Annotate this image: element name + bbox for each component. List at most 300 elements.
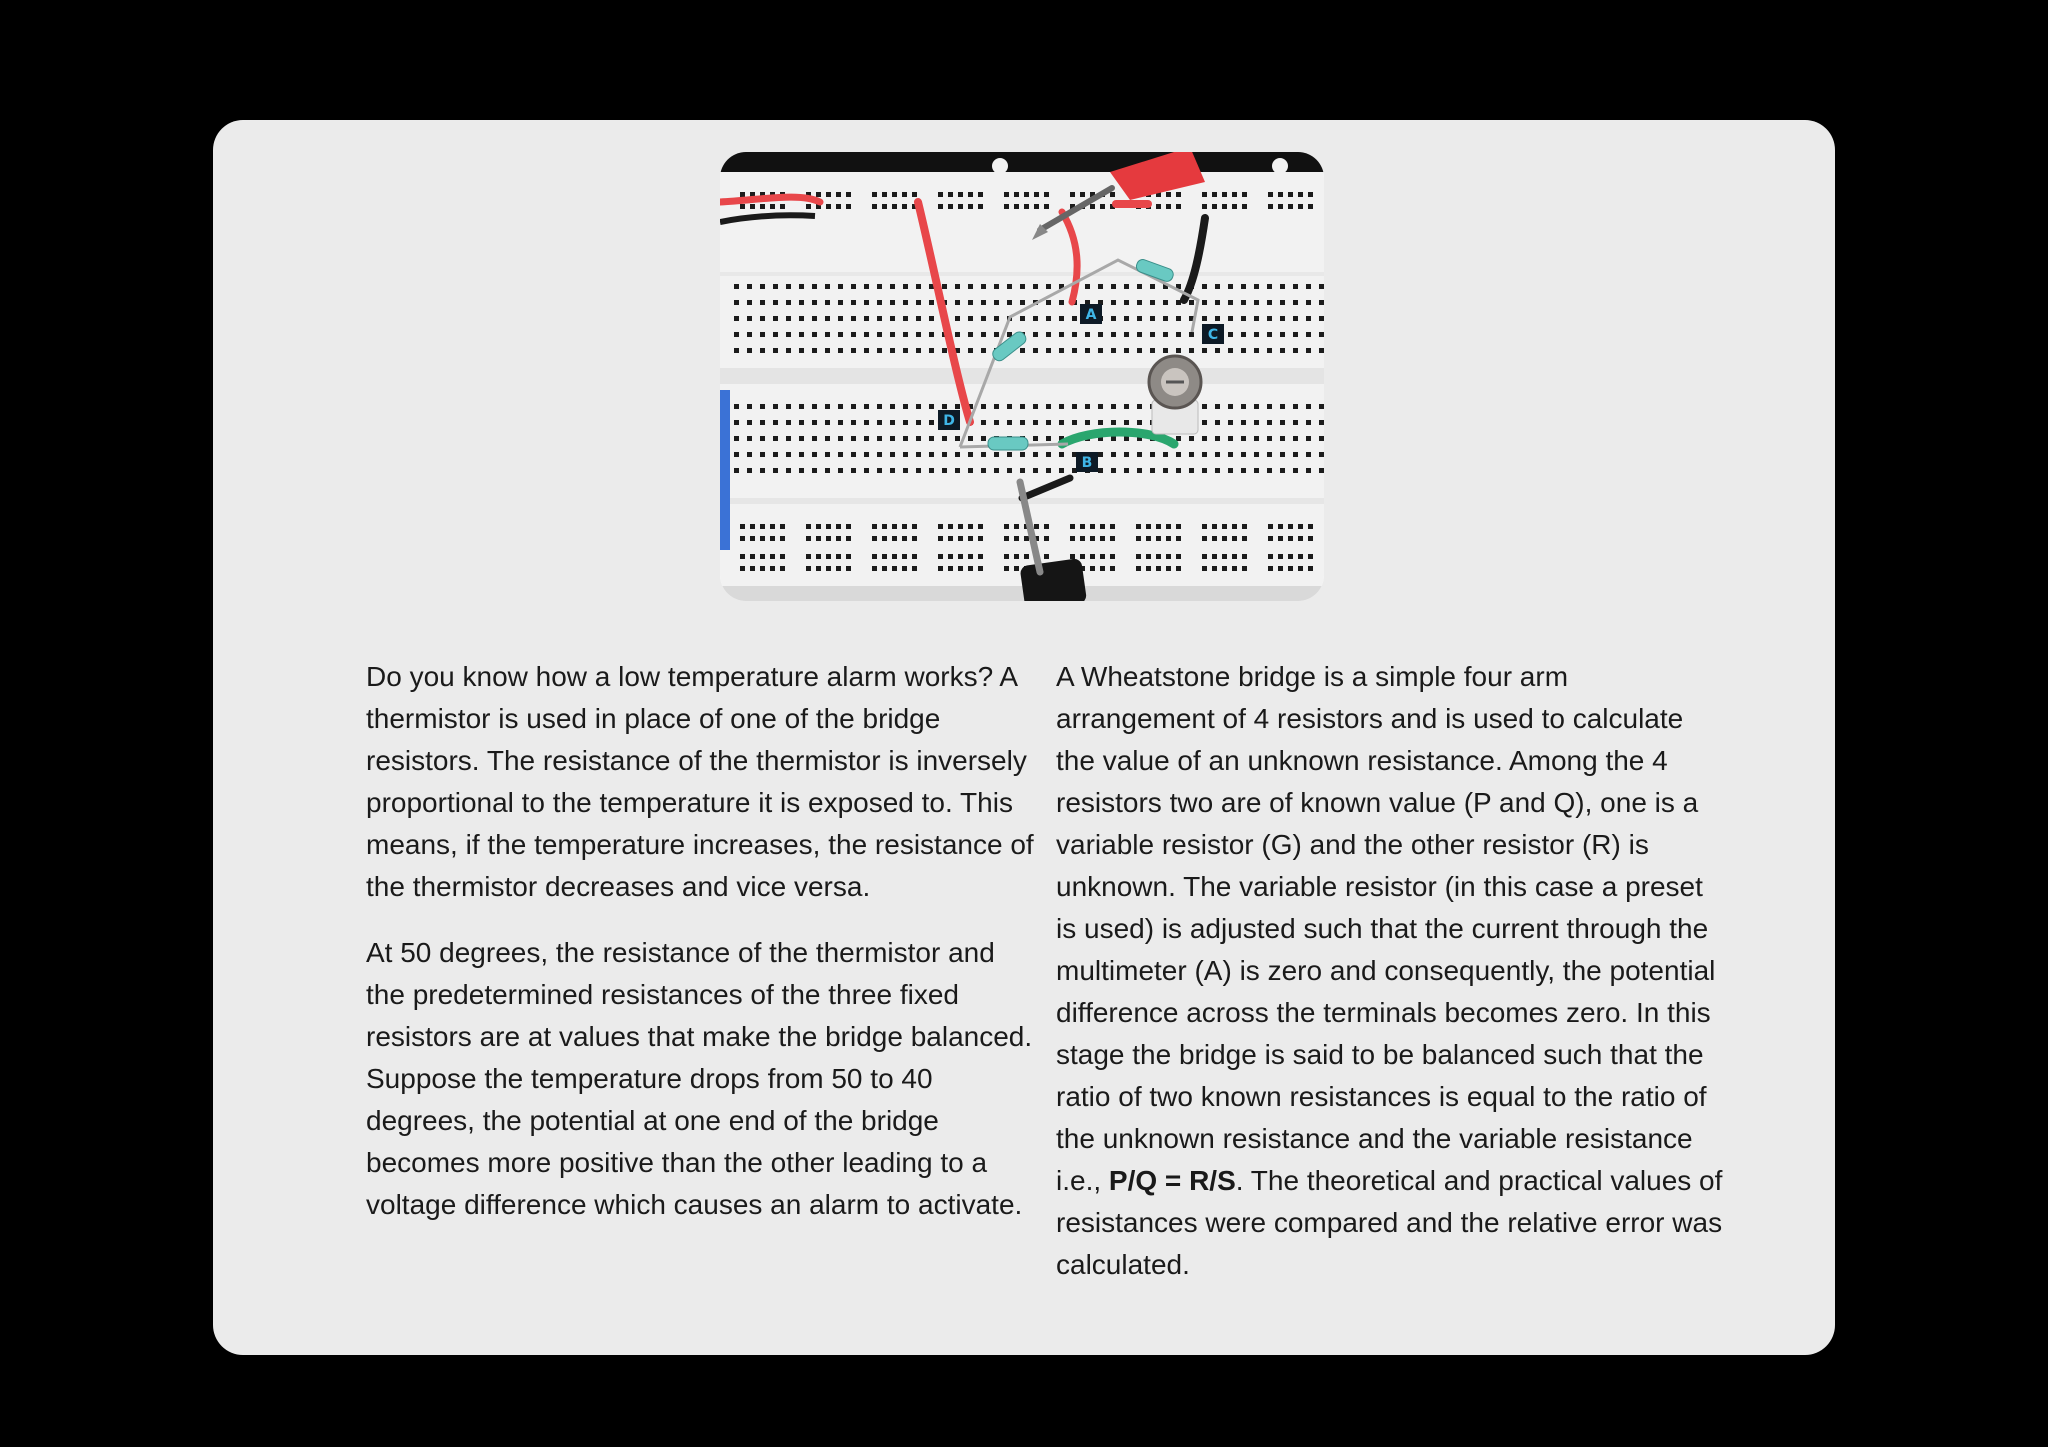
breadboard-hole bbox=[1176, 468, 1181, 473]
breadboard-hole bbox=[838, 316, 843, 321]
breadboard-hole bbox=[750, 204, 755, 209]
breadboard-hole bbox=[812, 404, 817, 409]
breadboard-hole bbox=[851, 332, 856, 337]
breadboard-hole bbox=[806, 524, 811, 529]
breadboard-hole bbox=[864, 348, 869, 353]
breadboard-hole bbox=[747, 420, 752, 425]
breadboard-hole bbox=[1280, 348, 1285, 353]
breadboard-hole bbox=[1254, 348, 1259, 353]
breadboard-hole bbox=[1293, 452, 1298, 457]
breadboard-hole bbox=[1228, 420, 1233, 425]
breadboard-hole bbox=[826, 524, 831, 529]
breadboard-hole bbox=[1268, 524, 1273, 529]
breadboard-hole bbox=[916, 452, 921, 457]
breadboard-hole bbox=[902, 566, 907, 571]
breadboard-hole bbox=[1072, 348, 1077, 353]
breadboard-hole bbox=[978, 204, 983, 209]
breadboard-hole bbox=[812, 468, 817, 473]
breadboard-hole bbox=[799, 332, 804, 337]
breadboard-hole bbox=[916, 404, 921, 409]
breadboard-hole bbox=[760, 284, 765, 289]
breadboard-hole bbox=[1124, 404, 1129, 409]
breadboard-hole bbox=[1136, 554, 1141, 559]
breadboard-hole bbox=[1111, 332, 1116, 337]
breadboard-hole bbox=[1046, 436, 1051, 441]
breadboard-hole bbox=[916, 284, 921, 289]
breadboard-hole bbox=[938, 536, 943, 541]
breadboard-hole bbox=[1080, 554, 1085, 559]
breadboard-hole bbox=[981, 348, 986, 353]
breadboard-hole bbox=[1100, 554, 1105, 559]
breadboard-hole bbox=[1202, 420, 1207, 425]
breadboard-hole bbox=[864, 284, 869, 289]
breadboard-hole bbox=[1267, 316, 1272, 321]
breadboard-hole bbox=[902, 554, 907, 559]
breadboard-hole bbox=[851, 468, 856, 473]
breadboard-hole bbox=[773, 348, 778, 353]
breadboard-hole bbox=[877, 420, 882, 425]
breadboard-hole bbox=[760, 332, 765, 337]
breadboard-hole bbox=[1232, 554, 1237, 559]
breadboard-hole bbox=[942, 436, 947, 441]
breadboard-hole bbox=[1046, 468, 1051, 473]
breadboard-hole bbox=[1267, 300, 1272, 305]
breadboard-hole bbox=[1319, 452, 1324, 457]
breadboard-hole bbox=[1156, 536, 1161, 541]
breadboard-hole bbox=[1046, 348, 1051, 353]
breadboard-hole bbox=[760, 204, 765, 209]
breadboard-hole bbox=[1098, 420, 1103, 425]
breadboard-hole bbox=[1124, 420, 1129, 425]
breadboard-hole bbox=[864, 316, 869, 321]
breadboard-hole bbox=[1228, 404, 1233, 409]
wheatstone-paragraph bbox=[1056, 656, 1726, 1286]
breadboard-hole bbox=[1150, 284, 1155, 289]
breadboard-hole bbox=[1085, 420, 1090, 425]
breadboard-hole bbox=[1033, 404, 1038, 409]
breadboard-hole bbox=[1212, 192, 1217, 197]
breadboard-hole bbox=[903, 284, 908, 289]
breadboard-hole bbox=[1241, 404, 1246, 409]
breadboard-hole bbox=[1004, 192, 1009, 197]
breadboard-hole bbox=[826, 204, 831, 209]
breadboard-hole bbox=[799, 452, 804, 457]
breadboard-hole bbox=[836, 536, 841, 541]
breadboard-hole bbox=[1007, 468, 1012, 473]
breadboard-hole bbox=[1267, 468, 1272, 473]
breadboard-hole bbox=[890, 404, 895, 409]
breadboard-hole bbox=[838, 348, 843, 353]
breadboard-hole bbox=[955, 452, 960, 457]
breadboard-hole bbox=[955, 468, 960, 473]
breadboard-hole bbox=[773, 436, 778, 441]
breadboard-hole bbox=[1202, 566, 1207, 571]
breadboard-hole bbox=[1150, 348, 1155, 353]
breadboard-hole bbox=[1278, 204, 1283, 209]
breadboard-hole bbox=[948, 566, 953, 571]
breadboard-hole bbox=[968, 452, 973, 457]
breadboard-hole bbox=[1189, 468, 1194, 473]
breadboard-hole bbox=[1176, 192, 1181, 197]
breadboard-hole bbox=[1110, 192, 1115, 197]
breadboard-hole bbox=[1176, 524, 1181, 529]
breadboard-hole bbox=[890, 468, 895, 473]
breadboard-hole bbox=[903, 468, 908, 473]
breadboard-hole bbox=[1059, 348, 1064, 353]
breadboard-hole bbox=[948, 524, 953, 529]
breadboard-hole bbox=[1215, 468, 1220, 473]
breadboard-hole bbox=[1020, 300, 1025, 305]
breadboard-hole bbox=[1241, 468, 1246, 473]
breadboard-hole bbox=[740, 536, 745, 541]
breadboard-hole bbox=[1150, 300, 1155, 305]
breadboard-hole bbox=[1163, 316, 1168, 321]
breadboard-hole bbox=[734, 300, 739, 305]
breadboard-hole bbox=[1100, 536, 1105, 541]
content-card bbox=[213, 120, 1835, 1355]
breadboard-hole bbox=[1215, 452, 1220, 457]
breadboard-hole bbox=[1306, 316, 1311, 321]
breadboard-hole bbox=[968, 566, 973, 571]
breadboard-hole bbox=[1215, 348, 1220, 353]
breadboard-hole bbox=[958, 192, 963, 197]
breadboard-hole bbox=[929, 348, 934, 353]
breadboard-hole bbox=[1111, 300, 1116, 305]
breadboard-hole bbox=[1090, 524, 1095, 529]
breadboard-hole bbox=[786, 468, 791, 473]
breadboard-hole bbox=[1254, 316, 1259, 321]
breadboard-hole bbox=[929, 452, 934, 457]
breadboard-hole bbox=[948, 192, 953, 197]
breadboard-hole bbox=[981, 420, 986, 425]
breadboard-hole bbox=[981, 300, 986, 305]
breadboard-hole bbox=[825, 452, 830, 457]
breadboard-hole bbox=[882, 566, 887, 571]
breadboard-hole bbox=[890, 348, 895, 353]
breadboard-hole bbox=[1046, 316, 1051, 321]
breadboard-hole bbox=[938, 524, 943, 529]
breadboard-hole bbox=[872, 192, 877, 197]
breadboard-hole bbox=[1014, 204, 1019, 209]
breadboard-hole bbox=[1098, 332, 1103, 337]
breadboard-hole bbox=[1033, 420, 1038, 425]
breadboard-hole bbox=[903, 404, 908, 409]
breadboard-hole bbox=[1098, 468, 1103, 473]
breadboard-hole bbox=[750, 566, 755, 571]
breadboard-hole bbox=[1059, 420, 1064, 425]
breadboard-hole bbox=[760, 554, 765, 559]
breadboard-hole bbox=[838, 300, 843, 305]
breadboard-hole bbox=[1080, 192, 1085, 197]
breadboard-hole bbox=[1202, 192, 1207, 197]
breadboard-hole bbox=[786, 332, 791, 337]
breadboard-hole bbox=[1059, 332, 1064, 337]
breadboard-hole bbox=[1090, 536, 1095, 541]
breadboard-hole bbox=[892, 536, 897, 541]
breadboard-hole bbox=[1024, 536, 1029, 541]
breadboard-hole bbox=[902, 524, 907, 529]
breadboard-hole bbox=[903, 420, 908, 425]
breadboard-hole bbox=[1319, 332, 1324, 337]
breadboard-hole bbox=[1280, 420, 1285, 425]
breadboard-hole bbox=[1110, 524, 1115, 529]
breadboard-hole bbox=[770, 524, 775, 529]
breadboard-hole bbox=[1228, 452, 1233, 457]
breadboard-hole bbox=[958, 554, 963, 559]
breadboard-hole bbox=[1280, 404, 1285, 409]
breadboard-hole bbox=[1228, 348, 1233, 353]
breadboard-hole bbox=[968, 468, 973, 473]
wheatstone-text-start: A Wheatstone bridge is a simple four arm arrangement of 4 resistors and is used to calculate the value of an unknown resistance. Among the 4 resistors two are of known value (P and Q), one is a variable resistor (G) and the other resistor (R) is unknown. The variable resistor (in this case a preset is used) is adjusted such that the current through the multimeter (A) is zero and consequently, the potential difference across the terminals becomes zero. In this stage the bridge is said to be balanced such that the ratio of two known resistances is equal to the ratio of the unknown resistance and the variable resistance i.e., bbox=[1056, 661, 1716, 1196]
breadboard-hole bbox=[994, 284, 999, 289]
breadboard-hole bbox=[812, 300, 817, 305]
breadboard-hole bbox=[1308, 204, 1313, 209]
breadboard-hole bbox=[1288, 536, 1293, 541]
breadboard-hole bbox=[1280, 436, 1285, 441]
breadboard-hole bbox=[1020, 452, 1025, 457]
breadboard-hole bbox=[1044, 204, 1049, 209]
breadboard-hole bbox=[1202, 468, 1207, 473]
breadboard-hole bbox=[760, 348, 765, 353]
breadboard-hole bbox=[786, 300, 791, 305]
breadboard-hole bbox=[773, 332, 778, 337]
breadboard-hole bbox=[968, 284, 973, 289]
breadboard-hole bbox=[978, 566, 983, 571]
breadboard-hole bbox=[1176, 536, 1181, 541]
breadboard-hole bbox=[1215, 404, 1220, 409]
breadboard-hole bbox=[892, 524, 897, 529]
breadboard-hole bbox=[955, 300, 960, 305]
breadboard-hole bbox=[1212, 554, 1217, 559]
breadboard-hole bbox=[1146, 536, 1151, 541]
breadboard-hole bbox=[1137, 452, 1142, 457]
breadboard-hole bbox=[968, 536, 973, 541]
breadboard-hole bbox=[1098, 452, 1103, 457]
breadboard-hole bbox=[838, 468, 843, 473]
breadboard-hole bbox=[825, 316, 830, 321]
breadboard-hole bbox=[1137, 404, 1142, 409]
breadboard-hole bbox=[1098, 284, 1103, 289]
breadboard-hole bbox=[1267, 348, 1272, 353]
breadboard-hole bbox=[968, 192, 973, 197]
breadboard-hole bbox=[1033, 468, 1038, 473]
breadboard-hole bbox=[1070, 192, 1075, 197]
breadboard-hole bbox=[968, 436, 973, 441]
breadboard-hole bbox=[1046, 284, 1051, 289]
breadboard-hole bbox=[981, 436, 986, 441]
breadboard-hole bbox=[1308, 192, 1313, 197]
breadboard-hole bbox=[916, 468, 921, 473]
breadboard-hole bbox=[1110, 566, 1115, 571]
breadboard-hole bbox=[1090, 204, 1095, 209]
breadboard-hole bbox=[1137, 420, 1142, 425]
node-label-d: D bbox=[943, 413, 955, 429]
breadboard-hole bbox=[770, 566, 775, 571]
breadboard-hole bbox=[806, 566, 811, 571]
breadboard-hole bbox=[1298, 554, 1303, 559]
breadboard-hole bbox=[1228, 300, 1233, 305]
breadboard-hole bbox=[1242, 536, 1247, 541]
breadboard-hole bbox=[786, 348, 791, 353]
breadboard-hole bbox=[1202, 554, 1207, 559]
breadboard-hole bbox=[773, 468, 778, 473]
breadboard-hole bbox=[1268, 204, 1273, 209]
breadboard-hole bbox=[1014, 566, 1019, 571]
breadboard-hole bbox=[1156, 566, 1161, 571]
breadboard-hole bbox=[981, 332, 986, 337]
breadboard-hole bbox=[816, 524, 821, 529]
breadboard-hole bbox=[734, 348, 739, 353]
breadboard-hole bbox=[1278, 554, 1283, 559]
breadboard-hole bbox=[1298, 192, 1303, 197]
breadboard-hole bbox=[1202, 300, 1207, 305]
breadboard-hole bbox=[1034, 524, 1039, 529]
breadboard-hole bbox=[1020, 420, 1025, 425]
breadboard-hole bbox=[1278, 566, 1283, 571]
breadboard-hole bbox=[1146, 566, 1151, 571]
breadboard-hole bbox=[1222, 566, 1227, 571]
breadboard-hole bbox=[1293, 348, 1298, 353]
breadboard-hole bbox=[786, 284, 791, 289]
breadboard-hole bbox=[1254, 452, 1259, 457]
breadboard-hole bbox=[1254, 284, 1259, 289]
breadboard-hole bbox=[1124, 436, 1129, 441]
breadboard-hole bbox=[812, 316, 817, 321]
breadboard-hole bbox=[1319, 436, 1324, 441]
breadboard-hole bbox=[1212, 536, 1217, 541]
breadboard-hole bbox=[1202, 404, 1207, 409]
breadboard-hole bbox=[773, 420, 778, 425]
breadboard-hole bbox=[851, 436, 856, 441]
breadboard-hole bbox=[1046, 420, 1051, 425]
breadboard-hole bbox=[1146, 554, 1151, 559]
breadboard-hole bbox=[955, 284, 960, 289]
breadboard-hole bbox=[1293, 468, 1298, 473]
breadboard-hole bbox=[1228, 316, 1233, 321]
breadboard-hole bbox=[1111, 420, 1116, 425]
breadboard-hole bbox=[1176, 348, 1181, 353]
breadboard-hole bbox=[1004, 204, 1009, 209]
breadboard-hole bbox=[902, 192, 907, 197]
breadboard-hole bbox=[872, 524, 877, 529]
breadboard-hole bbox=[780, 566, 785, 571]
breadboard-hole bbox=[1046, 404, 1051, 409]
breadboard-hole bbox=[958, 536, 963, 541]
breadboard-hole bbox=[826, 554, 831, 559]
breadboard-hole bbox=[838, 332, 843, 337]
breadboard-hole bbox=[1163, 452, 1168, 457]
breadboard-hole bbox=[734, 332, 739, 337]
breadboard-hole bbox=[1268, 554, 1273, 559]
breadboard-hole bbox=[882, 192, 887, 197]
breadboard-hole bbox=[846, 566, 851, 571]
breadboard-hole bbox=[916, 348, 921, 353]
breadboard-hole bbox=[1241, 316, 1246, 321]
breadboard-hole bbox=[806, 204, 811, 209]
breadboard-hole bbox=[825, 436, 830, 441]
breadboard-hole bbox=[1242, 524, 1247, 529]
breadboard-hole bbox=[780, 536, 785, 541]
breadboard-hole bbox=[1189, 436, 1194, 441]
breadboard-hole bbox=[1044, 192, 1049, 197]
breadboard-hole bbox=[1072, 316, 1077, 321]
breadboard-hole bbox=[955, 404, 960, 409]
breadboard-hole bbox=[903, 316, 908, 321]
breadboard-hole bbox=[1288, 524, 1293, 529]
breadboard-hole bbox=[1228, 436, 1233, 441]
breadboard-hole bbox=[916, 332, 921, 337]
breadboard-hole bbox=[747, 300, 752, 305]
breadboard-hole bbox=[912, 554, 917, 559]
breadboard-hole bbox=[1242, 204, 1247, 209]
breadboard-hole bbox=[882, 554, 887, 559]
breadboard-hole bbox=[1098, 348, 1103, 353]
breadboard-hole bbox=[780, 554, 785, 559]
breadboard-hole bbox=[1007, 300, 1012, 305]
breadboard-hole bbox=[1215, 316, 1220, 321]
breadboard-hole bbox=[968, 524, 973, 529]
breadboard-hole bbox=[1215, 300, 1220, 305]
breadboard-hole bbox=[1046, 300, 1051, 305]
breadboard-hole bbox=[1020, 404, 1025, 409]
breadboard-hole bbox=[1034, 204, 1039, 209]
breadboard-hole bbox=[978, 536, 983, 541]
breadboard-hole bbox=[734, 436, 739, 441]
breadboard-hole bbox=[773, 452, 778, 457]
breadboard-hole bbox=[747, 348, 752, 353]
breadboard-hole bbox=[825, 300, 830, 305]
breadboard-hole bbox=[1070, 524, 1075, 529]
breadboard-hole bbox=[864, 452, 869, 457]
breadboard-hole bbox=[903, 436, 908, 441]
left-text-column bbox=[366, 656, 1036, 1250]
breadboard-hole bbox=[1212, 524, 1217, 529]
breadboard-hole bbox=[750, 554, 755, 559]
breadboard-hole bbox=[1014, 524, 1019, 529]
breadboard-hole bbox=[806, 536, 811, 541]
breadboard-hole bbox=[1232, 192, 1237, 197]
breadboard-hole bbox=[851, 452, 856, 457]
breadboard-hole bbox=[1215, 436, 1220, 441]
breadboard-hole bbox=[1146, 524, 1151, 529]
breadboard-hole bbox=[877, 316, 882, 321]
breadboard-hole bbox=[773, 284, 778, 289]
breadboard-hole bbox=[1241, 300, 1246, 305]
breadboard-hole bbox=[812, 348, 817, 353]
breadboard-hole bbox=[816, 566, 821, 571]
breadboard-hole bbox=[942, 452, 947, 457]
breadboard-hole bbox=[1232, 566, 1237, 571]
breadboard-hole bbox=[1242, 554, 1247, 559]
breadboard-hole bbox=[1306, 284, 1311, 289]
breadboard-hole bbox=[734, 404, 739, 409]
breadboard-hole bbox=[740, 192, 745, 197]
breadboard-hole bbox=[1150, 468, 1155, 473]
breadboard-hole bbox=[1241, 452, 1246, 457]
breadboard-hole bbox=[892, 566, 897, 571]
breadboard-hole bbox=[882, 536, 887, 541]
breadboard-hole bbox=[877, 468, 882, 473]
breadboard-hole bbox=[851, 404, 856, 409]
breadboard-hole bbox=[740, 566, 745, 571]
breadboard-hole bbox=[740, 524, 745, 529]
breadboard-hole bbox=[799, 436, 804, 441]
breadboard-hole bbox=[1111, 436, 1116, 441]
breadboard-hole bbox=[968, 204, 973, 209]
breadboard-hole bbox=[825, 284, 830, 289]
breadboard-hole bbox=[1241, 348, 1246, 353]
breadboard-hole bbox=[1267, 452, 1272, 457]
